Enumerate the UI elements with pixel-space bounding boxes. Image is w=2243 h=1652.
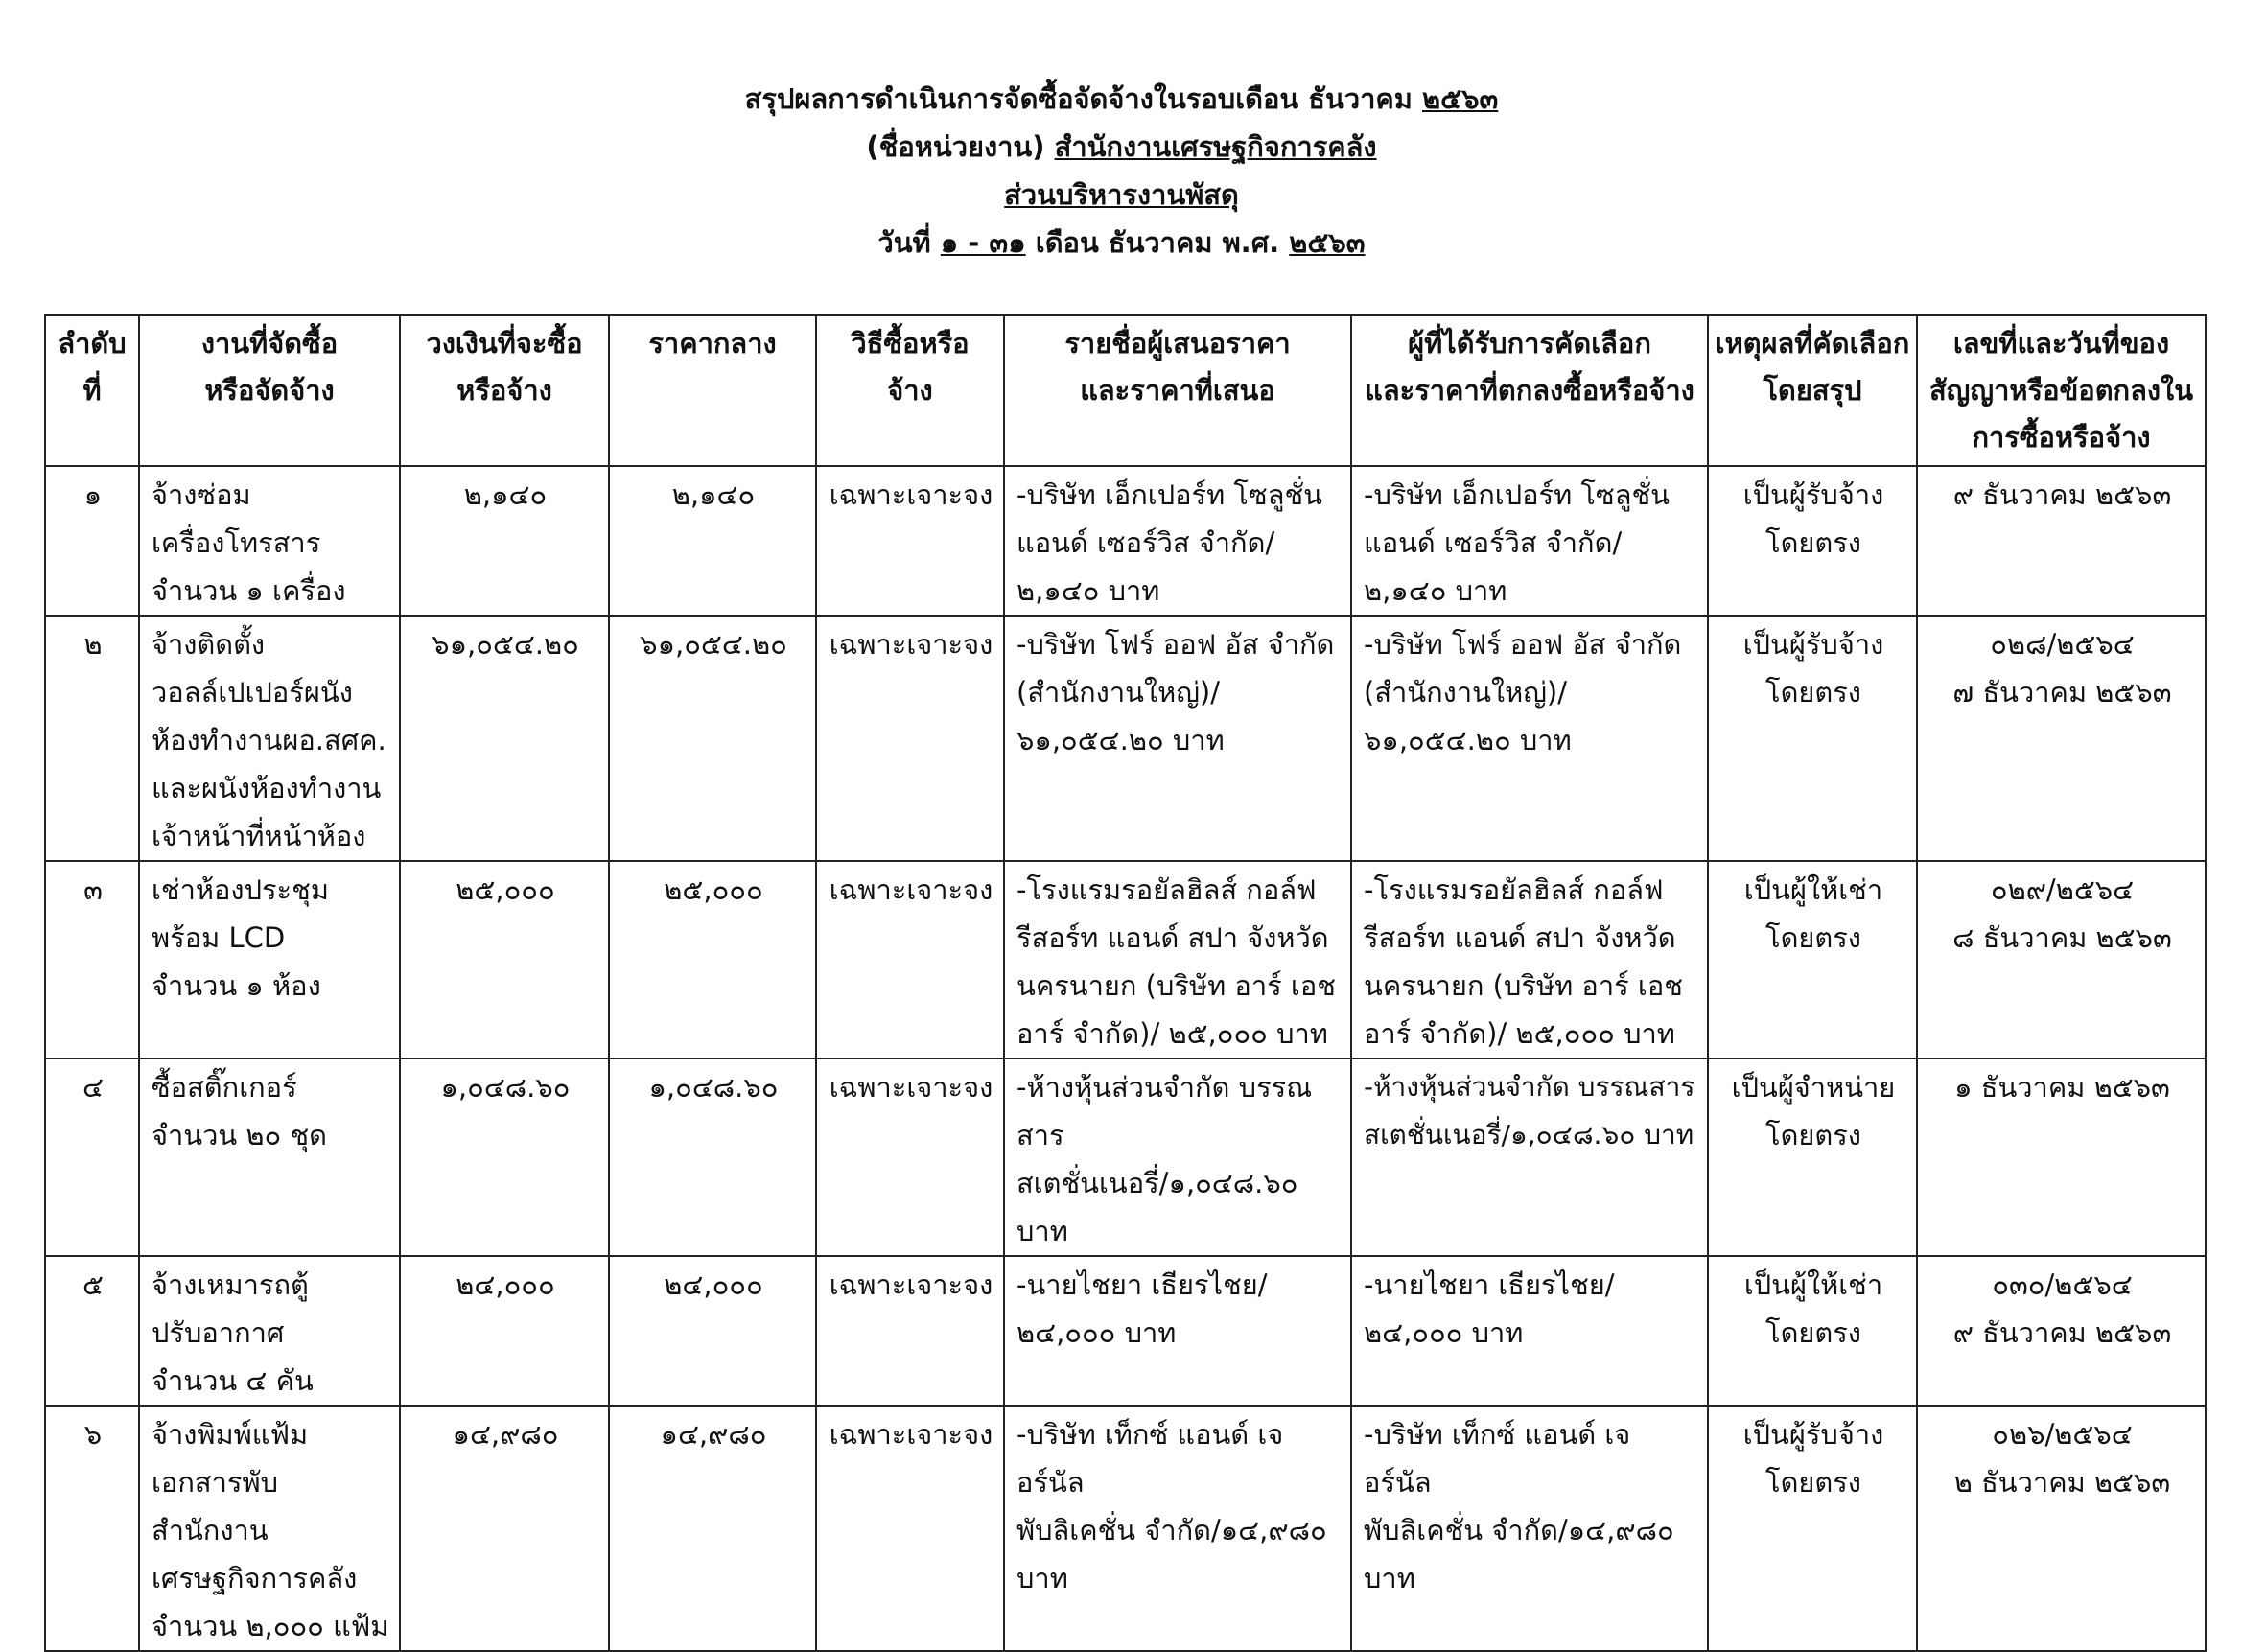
cell-no: ๖: [45, 1406, 139, 1651]
table-row: [45, 1406, 2206, 1651]
cell-item: จ้างซ่อม เครื่องโทรสาร จำนวน ๑ เครื่อง: [139, 466, 400, 616]
cell-method: เฉพาะเจาะจง: [816, 466, 1004, 616]
cell-contract: ๐๓๐/๒๕๖๔ ๙ ธันวาคม ๒๕๖๓: [1917, 1256, 2206, 1406]
col-header-reason: เหตุผลที่คัดเลือก โดยสรุป: [1708, 315, 1917, 466]
cell-contract: ๙ ธันวาคม ๒๕๖๓: [1917, 466, 2206, 616]
col-header-median-price: ราคากลาง: [609, 315, 816, 466]
cell-budget: ๖๑,๐๕๔.๒๐: [400, 616, 609, 861]
cell-budget: ๑,๐๔๘.๖๐: [400, 1059, 609, 1256]
cell-median-price: ๑,๐๔๘.๖๐: [609, 1059, 816, 1256]
cell-bidders: -บริษัท เอ็กเปอร์ท โซลูชั่น แอนด์ เซอร์วิส จำกัด/ ๒,๑๔๐ บาท: [1004, 466, 1351, 616]
document-header: [0, 75, 2243, 267]
cell-median-price: ๒๔,๐๐๐: [609, 1256, 816, 1406]
date-line: วันที่ ๑ - ๓๑ เดือน ธันวาคม พ.ศ. ๒๕๖๓: [877, 226, 1366, 259]
cell-method: เฉพาะเจาะจง: [816, 1059, 1004, 1256]
cell-bidders: -บริษัท เท็กซ์ แอนด์ เจอร์นัล พับลิเคชั่น จำกัด/๑๔,๙๘๐ บาท: [1004, 1406, 1351, 1651]
cell-bidders: -บริษัท โฟร์ ออฟ อัส จำกัด (สำนักงานใหญ่)/ ๖๑,๐๕๔.๒๐ บาท: [1004, 616, 1351, 861]
cell-selected: -บริษัท โฟร์ ออฟ อัส จำกัด (สำนักงานใหญ่)/ ๖๑,๐๕๔.๒๐ บาท: [1351, 616, 1708, 861]
col-header-item: งานที่จัดซื้อ หรือจัดจ้าง: [139, 315, 400, 466]
col-header-budget: วงเงินที่จะซื้อ หรือจ้าง: [400, 315, 609, 466]
cell-no: ๑: [45, 466, 139, 616]
procurement-table: [44, 314, 2207, 1652]
col-header-method: วิธีซื้อหรือ จ้าง: [816, 315, 1004, 466]
cell-contract: ๐๒๖/๒๕๖๔ ๒ ธันวาคม ๒๕๖๓: [1917, 1406, 2206, 1651]
table-header-row: [45, 315, 2206, 466]
report-title: สรุปผลการดำเนินการจัดซื้อจัดจ้างในรอบเดือน ธันวาคม ๒๕๖๓: [744, 82, 1499, 115]
col-header-bidders: รายชื่อผู้เสนอราคา และราคาที่เสนอ: [1004, 315, 1351, 466]
cell-method: เฉพาะเจาะจง: [816, 861, 1004, 1059]
cell-reason: เป็นผู้รับจ้าง โดยตรง: [1708, 1406, 1917, 1651]
division-name: ส่วนบริหารงานพัสดุ: [1004, 178, 1239, 211]
cell-contract: ๐๒๘/๒๕๖๔ ๗ ธันวาคม ๒๕๖๓: [1917, 616, 2206, 861]
cell-selected: -บริษัท เอ็กเปอร์ท โซลูชั่น แอนด์ เซอร์วิส จำกัด/ ๒,๑๔๐ บาท: [1351, 466, 1708, 616]
cell-no: ๕: [45, 1256, 139, 1406]
cell-median-price: ๒๕,๐๐๐: [609, 861, 816, 1059]
col-header-no: ลำดับ ที่: [45, 315, 139, 466]
date-year: ๒๕๖๓: [1289, 226, 1366, 259]
agency-name: สำนักงานเศรษฐกิจการคลัง: [1054, 130, 1377, 163]
report-year: ๒๕๖๓: [1422, 82, 1499, 115]
cell-reason: เป็นผู้ให้เช่า โดยตรง: [1708, 861, 1917, 1059]
cell-method: เฉพาะเจาะจง: [816, 616, 1004, 861]
date-range: ๑ - ๓๑: [940, 226, 1026, 259]
cell-reason: เป็นผู้รับจ้าง โดยตรง: [1708, 616, 1917, 861]
table-row: [45, 1059, 2206, 1256]
col-header-contract: เลขที่และวันที่ของ สัญญาหรือข้อตกลงใน การซื้อหรือจ้าง: [1917, 315, 2206, 466]
cell-median-price: ๑๔,๙๘๐: [609, 1406, 816, 1651]
cell-bidders: -ห้างหุ้นส่วนจำกัด บรรณสาร สเตชั่นเนอรี่/๑,๐๔๘.๖๐ บาท: [1004, 1059, 1351, 1256]
cell-reason: เป็นผู้รับจ้าง โดยตรง: [1708, 466, 1917, 616]
cell-median-price: ๒,๑๔๐: [609, 466, 816, 616]
cell-selected: -นายไชยา เธียรไชย/ ๒๔,๐๐๐ บาท: [1351, 1256, 1708, 1406]
agency-line: (ชื่อหน่วยงาน) สำนักงานเศรษฐกิจการคลัง: [866, 130, 1377, 163]
cell-item: จ้างพิมพ์แฟ้ม เอกสารพับสำนักงาน เศรษฐกิจการคลัง จำนวน ๒,๐๐๐ แฟ้ม: [139, 1406, 400, 1651]
cell-item: เช่าห้องประชุม พร้อม LCD จำนวน ๑ ห้อง: [139, 861, 400, 1059]
cell-item: จ้างเหมารถตู้ ปรับอากาศ จำนวน ๔ คัน: [139, 1256, 400, 1406]
cell-item: ซื้อสติ๊กเกอร์ จำนวน ๒๐ ชุด: [139, 1059, 400, 1256]
cell-budget: ๑๔,๙๘๐: [400, 1406, 609, 1651]
cell-selected: -ห้างหุ้นส่วนจำกัด บรรณสาร สเตชั่นเนอรี่/๑,๐๔๘.๖๐ บาท: [1351, 1059, 1708, 1256]
cell-contract: ๐๒๙/๒๕๖๔ ๘ ธันวาคม ๒๕๖๓: [1917, 861, 2206, 1059]
cell-bidders: -นายไชยา เธียรไชย/ ๒๔,๐๐๐ บาท: [1004, 1256, 1351, 1406]
cell-budget: ๒๔,๐๐๐: [400, 1256, 609, 1406]
cell-item: จ้างติดตั้ง วอลล์เปเปอร์ผนัง ห้องทำงานผอ.สศค. และผนังห้องทำงาน เจ้าหน้าที่หน้าห้อง: [139, 616, 400, 861]
cell-bidders: -โรงแรมรอยัลฮิลส์ กอล์ฟ รีสอร์ท แอนด์ สปา จังหวัด นครนายก (บริษัท อาร์ เอช อาร์ จำกัด)/ ๒๕,๐๐๐ บาท: [1004, 861, 1351, 1059]
cell-no: ๓: [45, 861, 139, 1059]
col-header-selected: ผู้ที่ได้รับการคัดเลือก และราคาที่ตกลงซื้อหรือจ้าง: [1351, 315, 1708, 466]
cell-no: ๒: [45, 616, 139, 861]
cell-reason: เป็นผู้จำหน่าย โดยตรง: [1708, 1059, 1917, 1256]
cell-reason: เป็นผู้ให้เช่า โดยตรง: [1708, 1256, 1917, 1406]
table-row: [45, 466, 2206, 616]
table-row: [45, 861, 2206, 1059]
cell-method: เฉพาะเจาะจง: [816, 1256, 1004, 1406]
table-row: [45, 1256, 2206, 1406]
division-line: [0, 171, 2243, 219]
cell-median-price: ๖๑,๐๕๔.๒๐: [609, 616, 816, 861]
cell-no: ๔: [45, 1059, 139, 1256]
cell-contract: ๑ ธันวาคม ๒๕๖๓: [1917, 1059, 2206, 1256]
cell-budget: ๒๕,๐๐๐: [400, 861, 609, 1059]
cell-budget: ๒,๑๔๐: [400, 466, 609, 616]
cell-selected: -บริษัท เท็กซ์ แอนด์ เจอร์นัล พับลิเคชั่น จำกัด/๑๔,๙๘๐ บาท: [1351, 1406, 1708, 1651]
table-row: [45, 616, 2206, 861]
cell-selected: -โรงแรมรอยัลฮิลส์ กอล์ฟ รีสอร์ท แอนด์ สปา จังหวัด นครนายก (บริษัท อาร์ เอช อาร์ จำกัด)/ ๒๕,๐๐๐ บาท: [1351, 861, 1708, 1059]
cell-method: เฉพาะเจาะจง: [816, 1406, 1004, 1651]
